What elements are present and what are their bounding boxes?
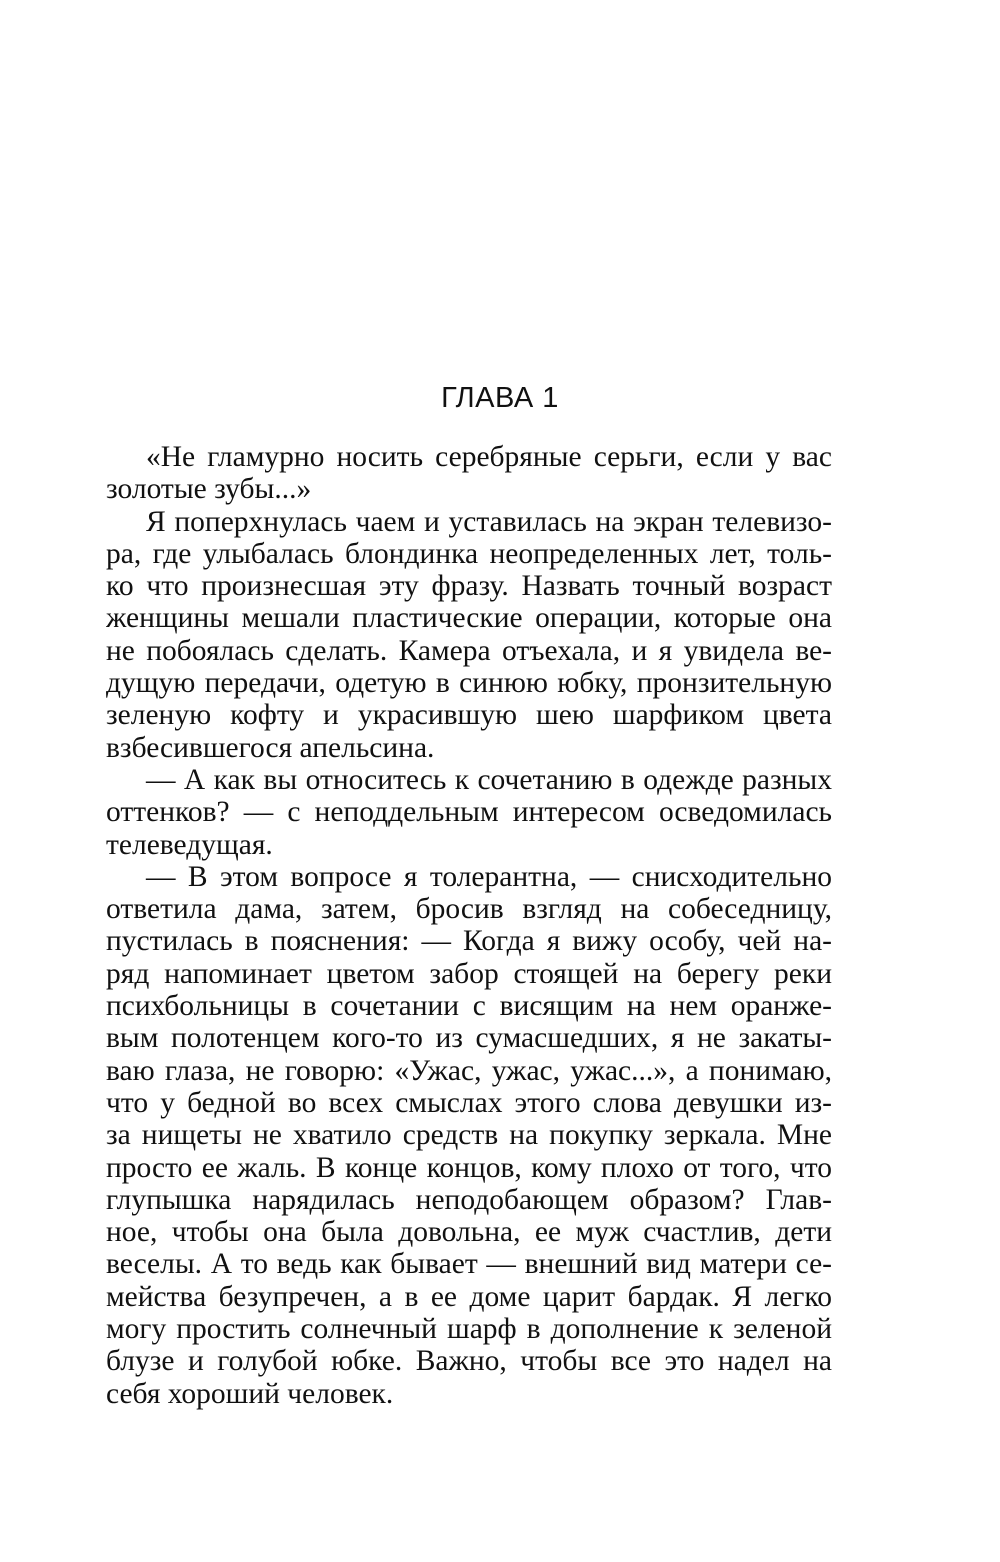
text-line: ответила дама, затем, бросив взгляд на собеседницу,	[106, 893, 832, 926]
text-line: — В этом вопросе я толерантна, — снисходительно	[146, 860, 832, 893]
text-line: женщины мешали пластические операции, которые она	[106, 602, 832, 635]
text-line: не побоялась сделать. Камера отъехала, и я увидела ве-	[106, 634, 832, 667]
text-line: мейства безупречен, а в ее доме царит бардак. Я легко	[106, 1280, 832, 1313]
text-line: оттенков? — с неподдельным интересом осведомилась	[106, 796, 832, 829]
chapter-title: ГЛАВА 1	[441, 382, 559, 414]
text-line: ко что произнесшая эту фразу. Назвать точный возраст	[106, 570, 832, 603]
text-line: золотые зубы...»	[106, 473, 312, 506]
text-line: ное, чтобы она была довольна, ее муж счастлив, дети	[106, 1216, 832, 1249]
chapter-body	[106, 441, 832, 1410]
text-line: ра, где улыбалась блондинка неопределенных лет, толь-	[106, 537, 832, 570]
text-line: что у бедной во всех смыслах этого слова девушки из-	[106, 1086, 832, 1119]
text-line: вым полотенцем кого-то из сумасшедших, я не закаты-	[106, 1022, 832, 1055]
text-line: ваю глаза, не говорю: «Ужас, ужас, ужас...», а понимаю,	[106, 1054, 832, 1087]
text-line: могу простить солнечный шарф в дополнение к зеленой	[106, 1313, 832, 1346]
text-line: ряд напоминает цветом забор стоящей на берегу реки	[106, 957, 832, 990]
text-line: себя хороший человек.	[106, 1377, 394, 1410]
text-line: пустилась в пояснения: — Когда я вижу особу, чей на-	[106, 925, 832, 958]
text-line: веселы. А то ведь как бывает — внешний вид матери се-	[106, 1248, 832, 1281]
text-line: глупышка нарядилась неподобающем образом? Глав-	[106, 1183, 832, 1216]
text-line: за нищеты не хватило средств на покупку зеркала. Мне	[106, 1119, 832, 1152]
text-line: дущую передачи, одетую в синюю юбку, пронзительную	[106, 667, 832, 700]
text-line: Я поперхнулась чаем и уставилась на экран телевизо-	[146, 505, 832, 538]
text-line: психбольницы в сочетании с висящим на нем оранже-	[106, 990, 832, 1023]
text-line: телеведущая.	[106, 828, 273, 861]
text-line: — А как вы относитесь к сочетанию в одежде разных	[146, 763, 832, 796]
text-line: зеленую кофту и украсившую шею шарфиком цвета	[106, 699, 832, 732]
text-line: блузе и голубой юбке. Важно, чтобы все это надел на	[106, 1345, 832, 1378]
text-line: «Не гламурно носить серебряные серьги, если у вас	[146, 441, 832, 473]
text-line: просто ее жаль. В конце концов, кому плохо от того, что	[106, 1151, 832, 1184]
text-line: взбесившегося апельсина.	[106, 731, 435, 764]
